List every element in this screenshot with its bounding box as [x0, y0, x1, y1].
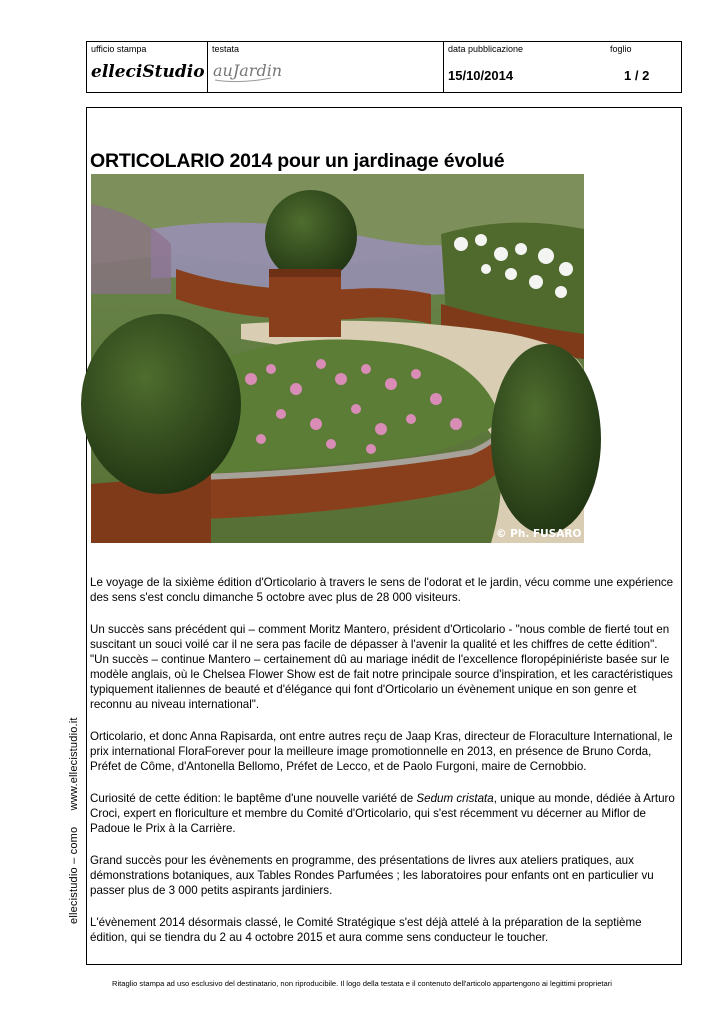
newspaper-label: testata [212, 44, 240, 54]
date-cell [444, 42, 606, 92]
publication-date: 15/10/2014 [448, 68, 514, 83]
sheet-number: 1 / 2 [624, 68, 650, 83]
svg-text:elleciStudio: elleciStudio [91, 62, 205, 82]
garden-photo [91, 174, 584, 543]
sidebar-agency-text: ellecistudio – como www.ellecistudio.it [68, 717, 80, 924]
paragraph-4: Grand succès pour les évènements en programme, des présentations de livres aux ateliers pratiques, aux démonstrations botaniques, aux Tables Rondes Parfumées ; les laboratoires pour enfants ont en particulier vu passer plus de 3 000 petits aspirants jardiniers. [90, 854, 654, 897]
newspaper-cell [208, 42, 444, 92]
elleci-studio-logo [91, 57, 205, 85]
paragraph-curiosity: Curiosité de cette édition: le baptême d'une nouvelle variété de Sedum cristata, unique au monde, dédiée à Arturo Croci, expert en floriculture et membre du Comité d'Orticolario, qui s'est récemment vu décerner au Miflor de Padoue le Prix à la Carrière. [90, 792, 675, 835]
svg-text:auJardin: auJardin [213, 61, 283, 80]
date-label: data pubblicazione [448, 44, 524, 54]
paragraph-1: Le voyage de la sixième édition d'Orticolario à travers le sens de l'odorat et le jardin, vécu comme une expérience des sens s'est conclu dimanche 5 octobre avec plus de 28 000 visiteurs. [90, 576, 674, 604]
photo-credit: © Ph. FUSARO [496, 528, 582, 540]
footer-disclaimer: Ritaglio stampa ad uso esclusivo del destinatario, non riproducibile. Il logo della testata e il contenuto dell'articolo appartengono ai legittimi proprietari [112, 979, 612, 988]
agency-label: ufficio stampa [91, 44, 147, 54]
agency-cell [87, 42, 208, 92]
article-box [86, 107, 682, 965]
sheet-cell [606, 42, 681, 92]
species-name: Sedum cristata [416, 792, 494, 805]
article-body [90, 575, 675, 962]
paragraph-2: Un succès sans précédent qui – comment Moritz Mantero, président d'Orticolario - "nous comble de fierté tout en suscitant un souci voilé car il ne sera pas facile de dépasser à l'avenir la qualité et les chiffres de cette édition". "Un succès – continue Mantero – certainement dû au mariage inédit de l'excellence floropépiniériste basée sur le modèle anglais, où le Chelsea Flower Show est de fait notre principale source d'inspiration, et les caractéristiques typiquement italiennes de beauté et d'élégance qui font d'Orticolario un évènement unique en son genre et reconnu au niveau international". [90, 623, 673, 711]
article-title: ORTICOLARIO 2014 pour un jardinage évolué [90, 150, 505, 172]
paragraph-5: L'évènement 2014 désormais classé, le Comité Stratégique s'est déjà attelé à la préparation de la septième édition, qui se tiendra du 2 au 4 octobre 2015 et aura comme sens conducteur le toucher. [90, 916, 642, 944]
au-jardin-logo [211, 54, 281, 84]
press-header-table [86, 41, 682, 93]
paragraph-3: Orticolario, et donc Anna Rapisarda, ont entre autres reçu de Jaap Kras, directeur de Floraculture International, le prix international FloraForever pour la meilleure image promotionnelle en 2013, en présence de Bruno Corda, Préfet de Côme, d'Antonella Bellomo, Préfet de Lecco, et de Paolo Furgoni, maire de Cernobbio. [90, 730, 673, 773]
sheet-label: foglio [610, 44, 632, 54]
